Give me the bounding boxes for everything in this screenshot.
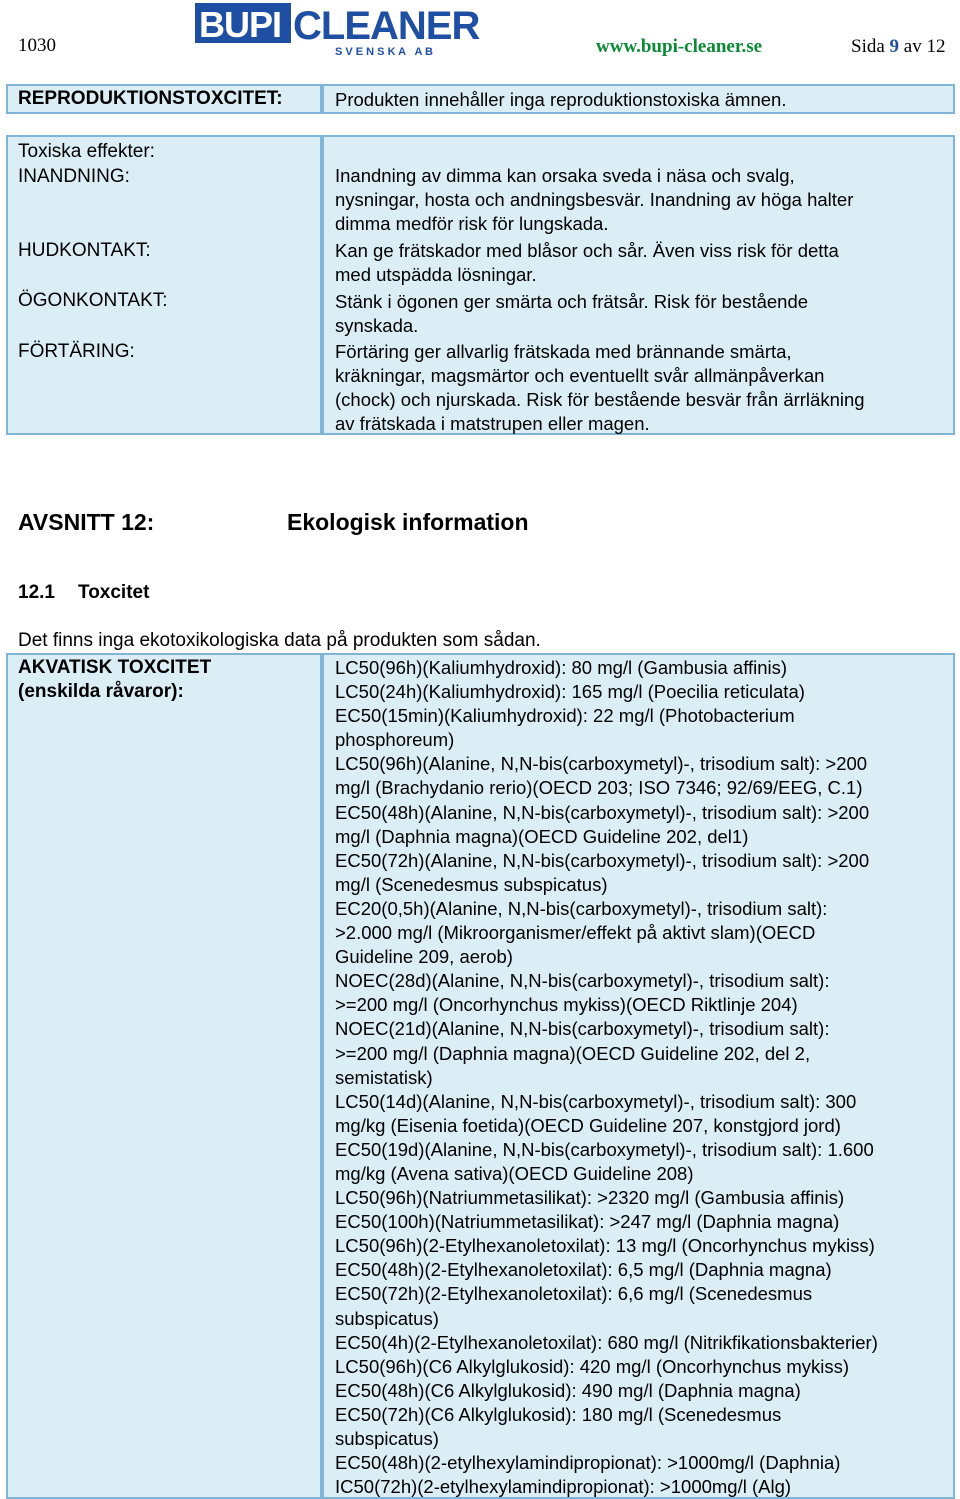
aquatic-value-line: mg/l (Brachydanio rerio)(OECD 203; ISO 7346; 92/69/EEG, C.1) xyxy=(335,777,863,799)
inhalation-line: nysningar, hosta och andningsbesvär. Inandning av höga halter xyxy=(335,189,854,211)
aquatic-value-line: EC50(4h)(2-Etylhexanoletoxilat): 680 mg/l (Nitrikfikationsbakterier) xyxy=(335,1331,878,1353)
aquatic-value-line: EC20(0,5h)(Alanine, N,N-bis(carboxymetyl)-, trisodium salt): xyxy=(335,897,828,919)
skin-line: med utspädda lösningar. xyxy=(335,264,537,286)
logo-bupi-text: BUPI xyxy=(199,4,282,45)
page-prefix: Sida xyxy=(851,36,885,57)
aquatic-value-line: Guideline 209, aerob) xyxy=(335,946,513,968)
aquatic-value-line: EC50(19d)(Alanine, N,N-bis(carboxymetyl)-, trisodium salt): 1.600 xyxy=(335,1138,874,1160)
aquatic-value-line: LC50(96h)(Natriummetasilikat): >2320 mg/l (Gambusia affinis) xyxy=(335,1187,845,1209)
aquatic-value-line: subspicatus) xyxy=(335,1307,439,1329)
reproduction-label-cell xyxy=(6,84,322,114)
eye-line: synskada. xyxy=(335,315,419,337)
skin-line: Kan ge frätskador med blåsor och sår. Även viss risk för detta xyxy=(335,240,839,261)
page-indicator xyxy=(851,36,945,58)
reproduction-label: REPRODUKTIONSTOXCITET: xyxy=(18,88,283,109)
aquatic-value-line: LC50(96h)(Kaliumhydroxid): 80 mg/l (Gambusia affinis) xyxy=(335,657,788,678)
toxic-effects-heading: Toxiska effekter: xyxy=(18,141,155,162)
eye-contact-label: ÖGONKONTAKT: xyxy=(18,290,168,311)
subsection-title: Toxcitet xyxy=(78,582,150,603)
ingestion-line: kräkningar, magsmärtor och eventuellt svår allmänpåverkan xyxy=(335,365,825,387)
inhalation-label: INANDNING: xyxy=(18,166,130,187)
reproduction-text-cell xyxy=(322,84,955,114)
aquatic-label-cell xyxy=(6,653,322,1499)
logo-cleaner-text: CLEANER xyxy=(293,4,480,48)
aquatic-value-line: LC50(24h)(Kaliumhydroxid): 165 mg/l (Poecilia reticulata) xyxy=(335,681,805,703)
aquatic-value-line: mg/kg (Avena sativa)(OECD Guideline 208) xyxy=(335,1162,694,1184)
aquatic-value-line: EC50(48h)(2-etylhexylamindipropionat): >1000mg/l (Daphnia) xyxy=(335,1452,841,1474)
aquatic-value-line: EC50(48h)(2-Etylhexanoletoxilat): 6,5 mg/l (Daphnia magna) xyxy=(335,1259,832,1281)
aquatic-value-line: LC50(96h)(C6 Alkylglukosid): 420 mg/l (Oncorhynchus mykiss) xyxy=(335,1355,850,1377)
aquatic-value-line: mg/kg (Eisenia foetida)(OECD Guideline 207, konstgjord jord) xyxy=(335,1114,841,1136)
eye-contact-text xyxy=(335,290,808,338)
subsection-number: 12.1 xyxy=(18,582,55,603)
section-number: AVSNITT 12: xyxy=(18,509,155,535)
aquatic-label: AKVATISK TOXCITET xyxy=(18,657,212,678)
aquatic-values-cell xyxy=(322,653,955,1499)
website-link[interactable]: www.bupi-cleaner.se xyxy=(596,36,763,57)
ingestion-text xyxy=(335,340,865,436)
ecotox-intro: Det finns inga ekotoxikologiska data på produkten som sådan. xyxy=(18,630,541,651)
aquatic-value-line: subspicatus) xyxy=(335,1428,439,1449)
aquatic-value-line: EC50(72h)(Alanine, N,N-bis(carboxymetyl)-, trisodium salt): >200 xyxy=(335,849,870,871)
aquatic-value-line: LC50(96h)(2-Etylhexanoletoxilat): 13 mg/l (Oncorhynchus mykiss) xyxy=(335,1235,875,1257)
ingestion-label: FÖRTÄRING: xyxy=(18,341,135,362)
aquatic-values-list xyxy=(335,656,878,1499)
page-separator: av xyxy=(903,36,922,57)
aquatic-value-line: NOEC(21d)(Alanine, N,N-bis(carboxymetyl)-, trisodium salt): xyxy=(335,1018,830,1040)
document-id: 1030 xyxy=(18,35,56,56)
aquatic-value-line: EC50(48h)(C6 Alkylglukosid): 490 mg/l (Daphnia magna) xyxy=(335,1379,801,1401)
section-title: Ekologisk information xyxy=(287,509,529,535)
inhalation-line: dimma medför risk för lungskada. xyxy=(335,213,609,235)
page-total: 12 xyxy=(926,36,946,57)
ingestion-line: Förtäring ger allvarlig frätskada med brännande smärta, xyxy=(335,341,792,362)
page-current: 9 xyxy=(889,36,900,57)
bupi-cleaner-logo xyxy=(195,3,515,57)
ingestion-line: (chock) och njurskada. Risk för bestående besvär från ärrläkning xyxy=(335,389,865,411)
logo-svenska-ab-text: S V E N S K A A B xyxy=(335,46,433,57)
toxic-effects-text-cell xyxy=(322,135,955,435)
inhalation-line: Inandning av dimma kan orsaka sveda i näsa och svalg, xyxy=(335,165,795,186)
reproduction-text: Produkten innehåller inga reproduktionstoxiska ämnen. xyxy=(335,89,787,110)
aquatic-value-line: EC50(15min)(Kaliumhydroxid): 22 mg/l (Photobacterium xyxy=(335,705,795,727)
aquatic-value-line: >2.000 mg/l (Mikroorganismer/effekt på aktivt slam)(OECD xyxy=(335,922,816,944)
aquatic-value-line: EC50(48h)(Alanine, N,N-bis(carboxymetyl)-, trisodium salt): >200 xyxy=(335,801,870,823)
toxic-effects-labels-cell xyxy=(6,135,322,435)
skin-contact-label: HUDKONTAKT: xyxy=(18,240,151,261)
aquatic-value-line: EC50(100h)(Natriummetasilikat): >247 mg/l (Daphnia magna) xyxy=(335,1211,840,1233)
aquatic-value-line: EC50(72h)(2-Etylhexanoletoxilat): 6,6 mg/l (Scenedesmus xyxy=(335,1283,813,1305)
aquatic-value-line: IC50(72h)(2-etylhexylamindipropionat): >1000mg/l (Alg) xyxy=(335,1476,792,1498)
aquatic-value-line: NOEC(28d)(Alanine, N,N-bis(carboxymetyl)-, trisodium salt): xyxy=(335,970,830,992)
aquatic-value-line: mg/l (Daphnia magna)(OECD Guideline 202, del1) xyxy=(335,825,749,847)
aquatic-value-line: >=200 mg/l (Oncorhynchus mykiss)(OECD Riktlinje 204) xyxy=(335,994,798,1016)
aquatic-value-line: >=200 mg/l (Daphnia magna)(OECD Guideline 202, del 2, xyxy=(335,1042,811,1064)
aquatic-value-line: LC50(96h)(Alanine, N,N-bis(carboxymetyl)-, trisodium salt): >200 xyxy=(335,753,868,775)
skin-contact-text xyxy=(335,239,839,287)
aquatic-value-line: semistatisk) xyxy=(335,1066,433,1088)
ingestion-line: av frätskada i matstrupen eller magen. xyxy=(335,413,650,435)
eye-line: Stänk i ögonen ger smärta och frätsår. Risk för bestående xyxy=(335,291,809,312)
aquatic-value-line: LC50(14d)(Alanine, N,N-bis(carboxymetyl)-, trisodium salt): 300 xyxy=(335,1090,857,1112)
aquatic-sublabel: (enskilda råvaror): xyxy=(18,681,184,702)
inhalation-text xyxy=(335,164,853,236)
aquatic-value-line: mg/l (Scenedesmus subspicatus) xyxy=(335,873,608,895)
aquatic-value-line: EC50(72h)(C6 Alkylglukosid): 180 mg/l (Scenedesmus xyxy=(335,1403,782,1425)
aquatic-value-line: phosphoreum) xyxy=(335,729,455,751)
